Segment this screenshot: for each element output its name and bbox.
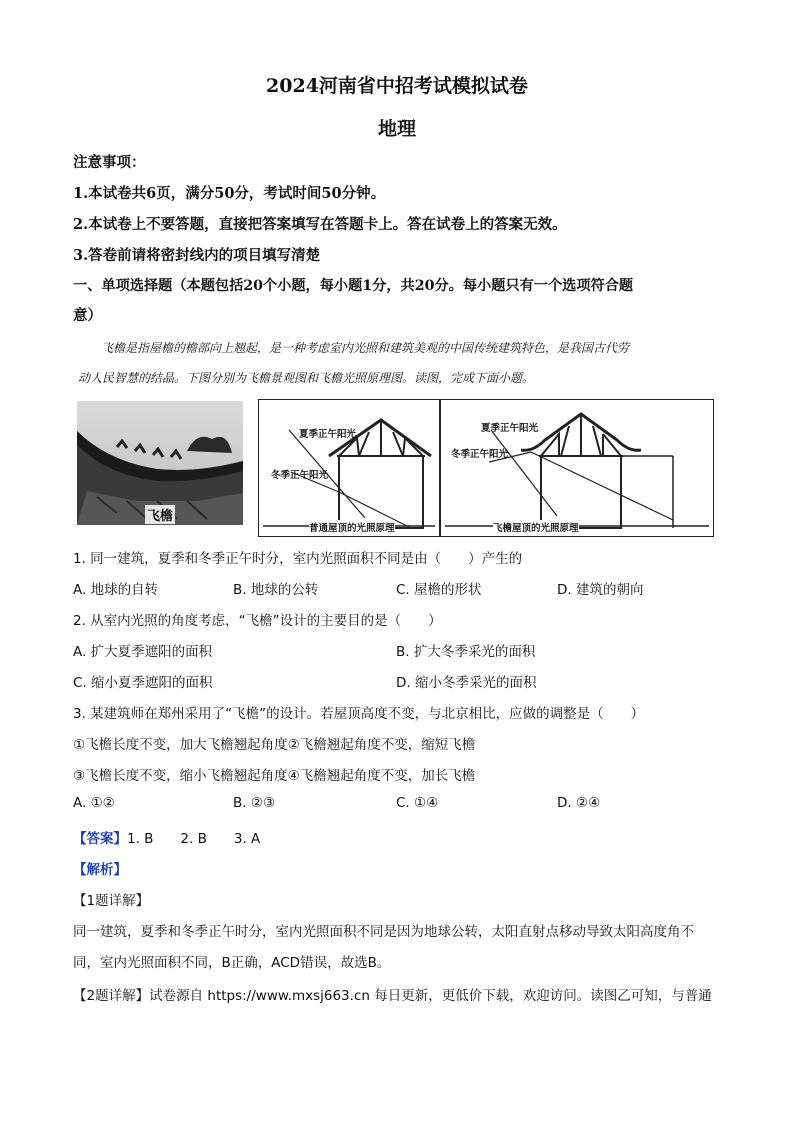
q1-detail-line-2: 同，室内光照面积不同，B正确，ACD错误，故选B。	[73, 955, 391, 971]
d2-summer-label: 夏季正午阳光	[481, 423, 539, 434]
feiyan-photo	[77, 401, 243, 525]
q1-detail-tag: 【1题详解】	[73, 893, 150, 909]
q1-option-b: B. 地球的公转	[233, 582, 319, 598]
note-item-3: 3.答卷前请将密封线内的项目填写清楚	[73, 247, 321, 264]
answer-tag: 【答案】	[73, 831, 127, 847]
d2-winter-label: 冬季正午阳光	[451, 449, 509, 460]
d1-summer-label: 夏季正午阳光	[299, 429, 357, 440]
question-2-stem: 2. 从室内光照的角度考虑，“飞檐”设计的主要目的是（ ）	[73, 613, 442, 629]
intro-line-2: 动人民智慧的结晶。下图分别为飞檐景观图和飞檐光照原理图。读图，完成下面小题。	[78, 371, 535, 385]
q1-detail-line-1: 同一建筑，夏季和冬季正午时分，室内光照面积不同是因为地球公转，太阳直射点移动导致太阳高度角不	[73, 924, 694, 940]
q2-detail-text: 试卷源自 https://www.mxsj663.cn 每日更新，更低价下载，欢迎访问。读图乙可知，与普通	[149, 988, 712, 1004]
q1-option-c: C. 屋檐的形状	[396, 582, 482, 598]
q2-option-b: B. 扩大冬季采光的面积	[396, 644, 536, 660]
d2-caption: 飞檐屋顶的光照原理	[493, 520, 579, 534]
d1-caption: 普通屋顶的光照原理	[309, 520, 395, 534]
note-item-2: 2.本试卷上不要答题，直接把答案填写在答题卡上。答在试卷上的答案无效。	[73, 216, 567, 233]
q2-detail-line-1	[73, 984, 712, 1004]
intro-line-1: 飞檐是指屋檐的檐部向上翘起，是一种考虑室内光照和建筑美观的中国传统建筑特色，是我国古代劳	[101, 341, 630, 355]
q2-option-a: A. 扩大夏季遮阳的面积	[73, 644, 213, 660]
d1-winter-label: 冬季正午阳光	[271, 470, 329, 481]
question-3-line-3: ③飞檐长度不变，缩小飞檐翘起角度④飞檐翘起角度不变，加长飞檐	[73, 768, 476, 784]
notes-heading: 注意事项：	[73, 154, 146, 171]
q3-option-a: A. ①②	[73, 795, 115, 811]
q3-option-c: C. ①④	[396, 795, 439, 811]
subject-title: 地理	[377, 118, 416, 140]
answer-text: 1. B 2. B 3. A	[127, 831, 261, 847]
q2-option-d: D. 缩小冬季采光的面积	[396, 675, 537, 691]
question-3-line-2: ①飞檐长度不变，加大飞檐翘起角度②飞檐翘起角度不变，缩短飞檐	[73, 737, 476, 753]
q2-option-c: C. 缩小夏季遮阳的面积	[73, 675, 213, 691]
answer-line	[73, 827, 260, 847]
question-3-stem: 3. 某建筑师在郑州采用了“飞檐”的设计。若屋顶高度不变，与北京相比，应做的调整是（ ）	[73, 706, 645, 722]
section-heading: 一、单项选择题（本题包括20个小题，每小题1分，共20分。每小题只有一个选项符合题	[73, 278, 634, 294]
analysis-tag: 【解析】	[73, 862, 127, 878]
q2-detail-tag: 【2题详解】	[73, 988, 150, 1004]
section-heading-cont: 意）	[73, 307, 102, 324]
photo-caption: 飞檐	[145, 505, 175, 524]
note-item-1: 1.本试卷共6页，满分50分，考试时间50分钟。	[73, 185, 386, 202]
q3-option-b: B. ②③	[233, 795, 276, 811]
q1-option-d: D. 建筑的朝向	[557, 582, 644, 598]
page-title: 2024河南省中招考试模拟试卷	[266, 75, 528, 97]
question-1-stem: 1. 同一建筑，夏季和冬季正午时分，室内光照面积不同是由（ ）产生的	[73, 551, 523, 567]
light-principle-figure	[258, 399, 714, 537]
q1-option-a: A. 地球的自转	[73, 582, 159, 598]
q3-option-d: D. ②④	[557, 795, 601, 811]
